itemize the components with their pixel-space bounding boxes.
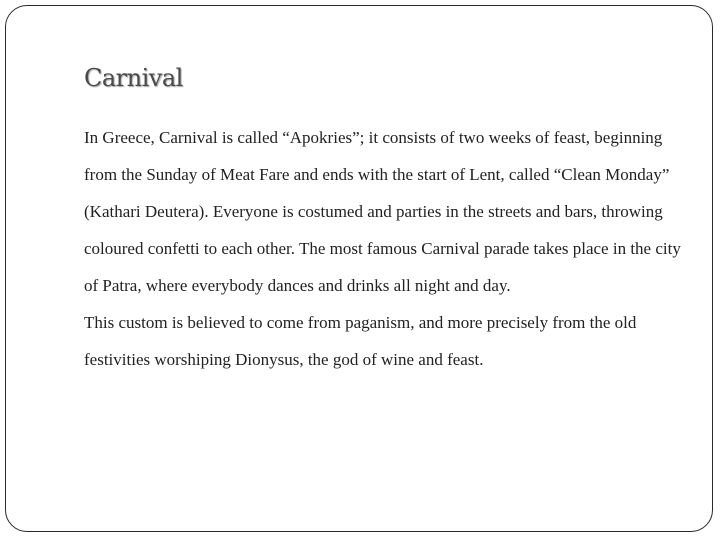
paragraph-carnival-description: In Greece, Carnival is called “Apokries”; it consists of two weeks of feast, beginning from the Sunday of Meat Fare and ends with the start of Lent, called “Clean Monday” (Kathari Deutera). Everyone is costumed and parties in the streets and bars, throwing coloured confetti to each other. The most famous Carnival parade takes place in the city of Patra, where everybody dances and drinks all night and day. bbox=[84, 128, 681, 295]
paragraph-custom-origin: This custom is believed to come from paganism, and more precisely from the old festivities worshiping Dionysus, the god of wine and feast. bbox=[84, 313, 637, 369]
slide-body bbox=[84, 119, 694, 378]
slide-frame bbox=[5, 5, 713, 532]
slide-title: Carnival bbox=[84, 64, 183, 92]
